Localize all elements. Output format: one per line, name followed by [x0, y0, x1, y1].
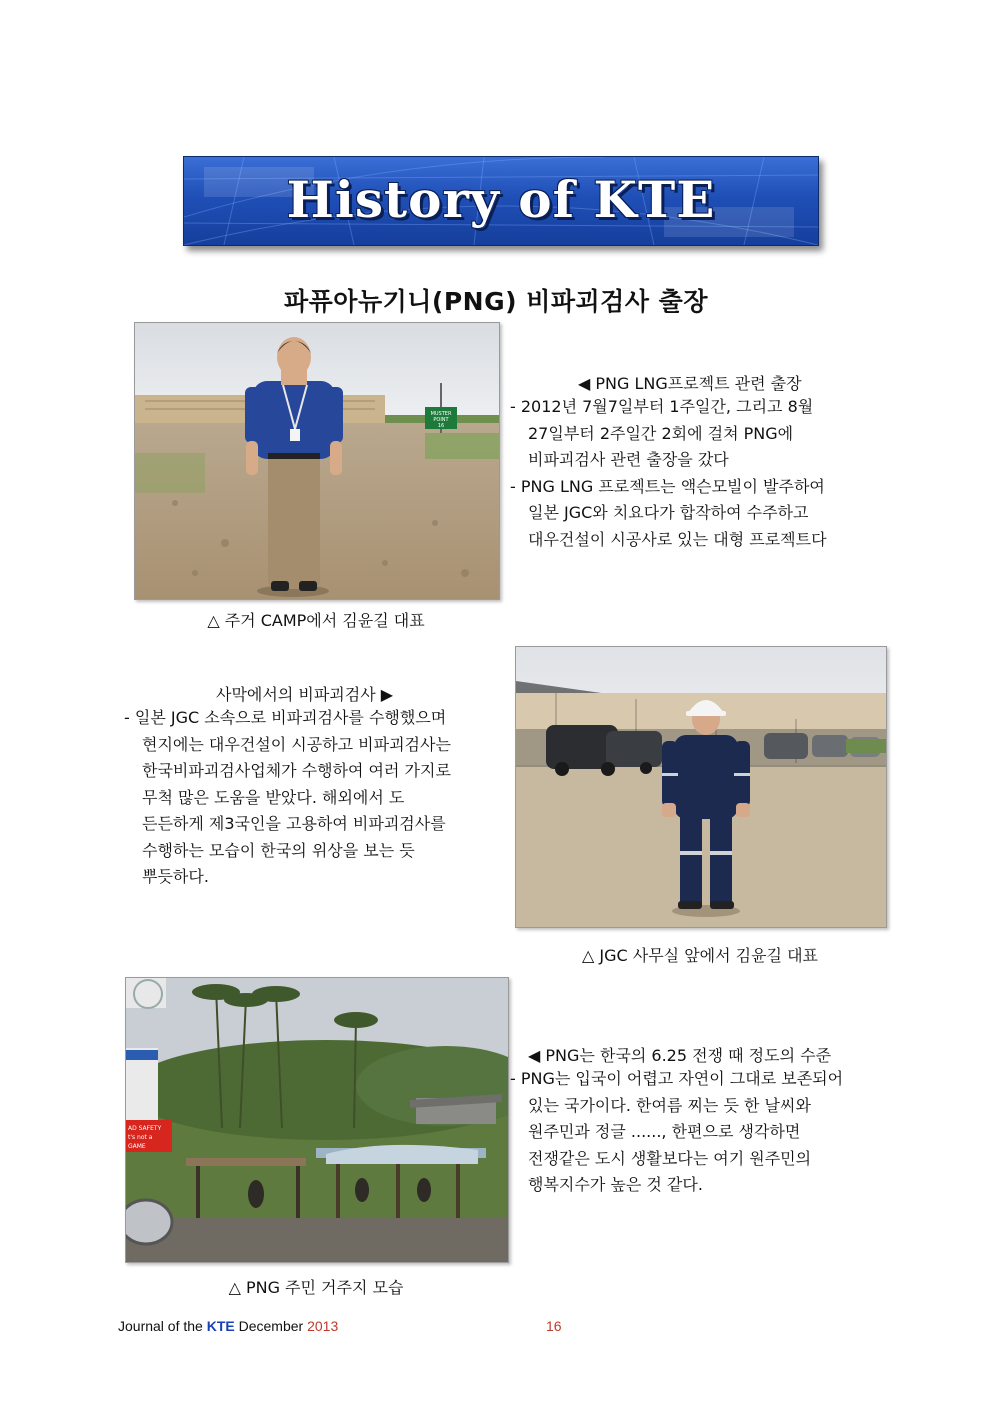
muster-sign-line2: POINT — [433, 417, 449, 423]
section1-line: - PNG LNG 프로젝트는 액슨모빌이 발주하여 — [510, 476, 825, 496]
section1-line: - 2012년 7월7일부터 1주일간, 그리고 8월 — [510, 397, 814, 416]
section1-heading: ◀ PNG LNG프로젝트 관련 출장 — [578, 374, 802, 393]
section2-line: 든든하게 제3국인을 고용하여 비파괴검사를 — [142, 814, 446, 833]
muster-sign-line1: MUSTER — [430, 411, 452, 417]
section2-heading: 사막에서의 비파괴검사 ▶ — [216, 685, 394, 704]
page-number: 16 — [546, 1318, 562, 1334]
section3-paragraph — [510, 1066, 843, 1199]
section2-line: 현지에는 대우건설이 시공하고 비파괴검사는 — [142, 734, 451, 754]
png-residence-photo-caption: △ PNG 주민 거주지 모습 — [228, 1278, 404, 1297]
section1-paragraph — [510, 394, 827, 553]
journal-footer — [118, 1318, 338, 1334]
section2-line: 무척 많은 도움을 받았다. 해외에서 도 — [142, 787, 405, 807]
section3-heading: ◀ PNG는 한국의 6.25 전쟁 때 정도의 수준 — [528, 1046, 832, 1065]
jgc-office-photo-caption: △ JGC 사무실 앞에서 김윤길 대표 — [581, 946, 819, 965]
section3-line: 원주민과 정글 ......, 한편으로 생각하면 — [528, 1122, 801, 1141]
section2-line: 뿌듯하다. — [142, 867, 209, 886]
section1-line: 일본 JGC와 치요다가 합작하여 수주하고 — [528, 503, 809, 522]
section1-line: 27일부터 2주일간 2회에 걸쳐 PNG에 — [528, 423, 794, 443]
safety-sign-line3: GAME — [128, 1143, 146, 1150]
journal-month: December — [234, 1318, 308, 1334]
safety-sign-line2: t's not a — [128, 1134, 153, 1141]
journal-prefix: Journal of the — [118, 1318, 207, 1334]
journal-year: 2013 — [307, 1318, 339, 1334]
section2-paragraph — [124, 705, 451, 891]
camp-photo-caption: △ 주거 CAMP에서 김윤길 대표 — [207, 611, 425, 630]
history-of-kte-banner — [183, 156, 819, 246]
section3-line: 있는 국가이다. 한여름 찌는 듯 한 날씨와 — [528, 1095, 811, 1115]
section1-line: 비파괴검사 관련 출장을 갔다 — [528, 450, 729, 469]
muster-sign-line3: 16 — [437, 423, 445, 429]
section2-line: 한국비파괴검사업체가 수행하여 여러 가지로 — [142, 761, 451, 780]
section3-line: - PNG는 입국이 어렵고 자연이 그대로 보존되어 — [510, 1069, 844, 1088]
png-residence-photo — [125, 977, 509, 1263]
safety-sign-line1: AD SAFETY — [128, 1125, 162, 1132]
article-title: 파퓨아뉴기니(PNG) 비파괴검사 출장 — [284, 287, 708, 316]
section2-line: - 일본 JGC 소속으로 비파괴검사를 수행했으며 — [124, 708, 447, 727]
section1-line: 대우건설이 시공사로 있는 대형 프로젝트다 — [528, 529, 827, 549]
banner-title: History of KTE — [286, 170, 716, 229]
section3-line: 행복지수가 높은 것 같다. — [528, 1175, 703, 1194]
journal-kte: KTE — [206, 1318, 235, 1334]
section3-line: 전쟁같은 도시 생활보다는 여기 원주민의 — [528, 1148, 812, 1168]
jgc-office-photo — [515, 646, 887, 928]
section2-line: 수행하는 모습이 한국의 위상을 보는 듯 — [142, 840, 415, 860]
camp-photo — [134, 322, 500, 600]
